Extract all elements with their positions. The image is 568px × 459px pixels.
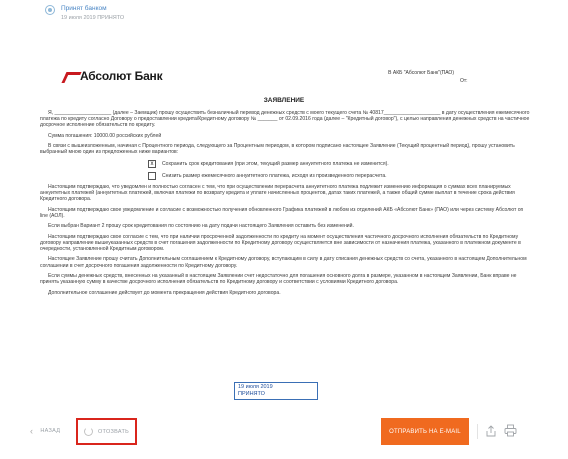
bank-logo-text: Абсолют Банк xyxy=(80,69,163,83)
option-keep-term-label: Сохранить срок кредитования (при этом, текущий размер аннуитетного платежа не изменится). xyxy=(162,160,389,167)
paragraph-request: Я, ____________________ (далее – Заемщик) прошу осуществить безналичный перевод денежных средств с моего текущего счета № 40817____________________ в дату осуществления ежемесячного платежа по кредиту согласно Договору о предоставлении кредита/Кредитному договору № _______ от 02.09.2016 года (далее – "Кредитный договор"), с целью направления денежных средств на частичное досрочное исполнение обязательств по кредиту. xyxy=(40,110,530,129)
send-email-button[interactable] xyxy=(381,418,469,445)
recall-button-label: ОТОЗВАТЬ xyxy=(97,428,130,435)
paragraph-schedule: Настоящим подтверждаю свое уведомление и согласие с возможностью получения обновленного Графика платежей в любом из отделений АКБ «Абсолют Банк» (ПАО) или через систему Абсолют on line (АОЛ). xyxy=(40,206,524,219)
option-reduce-payment xyxy=(148,172,532,180)
paragraph-options-intro: В связи с вышеизложенным, начиная с Процентного периода, следующего за Процентным периодом, в котором подписано настоящее Заявление (Текущий процентный период), прошу установить выбранный мною один из предложенных ниже вариантов: xyxy=(40,143,515,156)
stamp-date: 19 июля 2019 xyxy=(238,384,273,390)
back-button[interactable] xyxy=(30,426,60,436)
status-indicator-icon xyxy=(45,5,55,15)
option-keep-term-checkbox: x xyxy=(148,160,156,168)
action-bar xyxy=(0,410,568,459)
document-heading: ЗАЯВЛЕНИЕ xyxy=(263,97,305,104)
paragraph-variant2: Если выбран Вариант 2 прошу срок кредитования по состоянию на дату подачи настоящего Заявления оставить без изменений. xyxy=(48,223,354,230)
printer-icon[interactable] xyxy=(504,424,517,437)
bank-logo-icon xyxy=(64,71,78,81)
paragraph-amount: Сумма погашения: 10000.00 российских рублей xyxy=(48,132,162,139)
refresh-icon xyxy=(84,427,93,436)
paragraph-supplement: Настоящее Заявление прошу считать Дополнительным соглашением к Кредитному договору, вступающим в силу в дату списания денежных средств со счета, указанного в настоящем Дополнительном соглашении в счет досрочного погашения задолженности по Кредитному договору. xyxy=(40,256,527,269)
paragraph-validity: Дополнительное соглашение действует до момента прекращения действия Кредитного договора. xyxy=(48,289,281,296)
document-preview xyxy=(34,54,534,402)
option-reduce-payment-checkbox xyxy=(148,172,156,180)
back-button-label: НАЗАД xyxy=(40,428,61,434)
document-body xyxy=(40,110,532,300)
status-header xyxy=(45,4,124,22)
paragraph-insufficient: Если суммы денежных средств, внесенных на указанный в настоящем Заявлении счет недостаточно для погашения основного долга в размере, указанном в настоящем Заявлении, Банк вправе не принять указанную сумму в качестве досрочного исполнения обязательств по Кредитному договору и соответствии с условиями Кредитного договора. xyxy=(40,272,517,286)
chevron-left-icon: ‹ xyxy=(30,426,34,436)
share-icon[interactable] xyxy=(485,425,497,437)
recall-button[interactable] xyxy=(76,418,137,445)
option-reduce-payment-label: Снизить размер ежемесячного аннуитетного платежа, исходя из произведенного перерасчета. xyxy=(162,172,387,179)
paragraph-recalc: Настоящим подтверждаю, что уведомлен и полностью согласен с тем, что при осуществлении перерасчета аннуитетного платежа подлежит изменению информация о суммах всех планируемых аннуитетных платежей (аннуитетных платежей, включая платежи по возврату кредита и уплате начисленных процентов, датах таких платежей, а также общий сумме выплат в течение срока действия Кредитного договора. xyxy=(40,183,515,203)
divider xyxy=(477,424,478,439)
send-email-button-label: ОТПРАВИТЬ НА E-MAIL xyxy=(389,428,461,435)
addressee: В АКБ "Абсолют Банк"(ПАО) xyxy=(388,70,454,76)
status-subtitle: 19 июля 2019 ПРИНЯТО xyxy=(61,15,125,21)
option-keep-term xyxy=(148,160,532,168)
paragraph-overdue: Настоящим подтверждаю свое согласие с тем, что при наличии просроченной задолженности по кредиту на момент осуществления частичного досрочного исполнения обязательств по Кредитному договору направление вышеуказанных средств в счет погашения задолженности по Кредитному договору осуществляется вне зависимости от назначения платежа, указанного в платежном документе в очередности, установленной Кредитным договором. xyxy=(40,233,521,252)
from-label: От: xyxy=(460,78,468,84)
status-title: Принят банком xyxy=(61,5,107,12)
bank-logo xyxy=(64,69,162,83)
stamp-status: ПРИНЯТО xyxy=(238,391,265,397)
accepted-stamp xyxy=(234,382,318,400)
